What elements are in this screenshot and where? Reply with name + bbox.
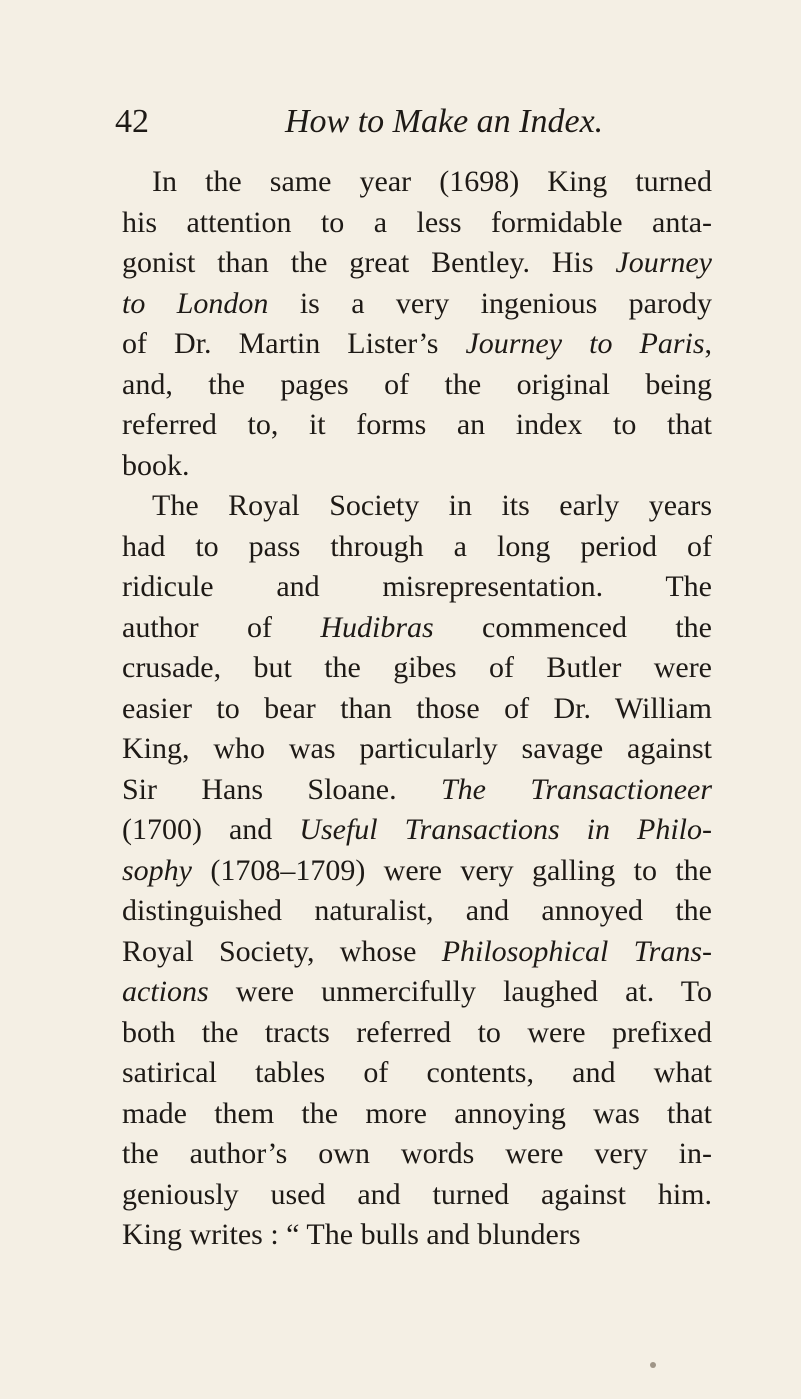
line-text: were unmercifully laughed at. To	[208, 975, 712, 1008]
text-line	[122, 1053, 712, 1094]
text-line	[122, 851, 712, 892]
line-text: the author’s own words were very in-	[122, 1137, 712, 1170]
text-line	[122, 203, 712, 244]
line-text: geniously used and turned against him.	[122, 1177, 712, 1211]
text-line	[122, 689, 712, 730]
line-text: book.	[122, 448, 190, 482]
text-line	[122, 284, 712, 325]
text-line	[122, 932, 712, 973]
text-line	[122, 446, 712, 487]
text-line	[152, 486, 712, 527]
line-text: crusade, but the gibes of Butler were	[122, 651, 712, 684]
page-number: 42	[115, 103, 149, 140]
italic-title-text: Journey to Paris	[465, 327, 705, 360]
body-text	[122, 162, 713, 1256]
text-line	[122, 1134, 712, 1175]
italic-title-text: sophy	[122, 853, 192, 887]
italic-title-text: Philosophical Trans-	[441, 934, 712, 968]
italic-title-text: Hudibras	[320, 610, 434, 644]
line-text: ,	[704, 327, 712, 360]
running-title: How to Make an Index.	[285, 103, 604, 140]
text-line	[122, 1175, 712, 1216]
line-text: The Royal Society in its early years	[152, 489, 712, 522]
text-line	[122, 324, 712, 365]
line-text: both the tracts referred to were prefixed	[122, 1015, 712, 1049]
line-text: had to pass through a long period of	[122, 529, 712, 563]
text-line	[122, 1094, 712, 1135]
line-text: and, the pages of the original being	[122, 367, 712, 401]
line-text: referred to, it forms an index to that	[122, 408, 712, 441]
line-text: King, who was particularly savage against	[122, 732, 712, 765]
line-text: satirical tables of contents, and what	[122, 1056, 712, 1089]
ink-speck	[650, 1362, 656, 1368]
text-line	[122, 770, 712, 811]
text-line	[122, 527, 712, 568]
running-head	[115, 100, 715, 144]
line-text: King writes : “ The bulls and blunders	[122, 1218, 581, 1251]
italic-title-text: Journey	[615, 246, 712, 279]
text-line	[122, 810, 712, 851]
italic-title-text: The Transactioneer	[440, 772, 712, 806]
line-text: commenced the	[433, 610, 712, 644]
line-text: ridicule and misrepresentation. The	[122, 570, 712, 603]
line-text: is a very ingenious parody	[268, 286, 712, 320]
text-line	[122, 608, 712, 649]
text-line	[122, 567, 712, 608]
italic-title-text: actions	[122, 975, 209, 1008]
line-text: (1700) and	[122, 813, 300, 846]
text-line	[122, 648, 712, 689]
line-text: of Dr. Martin Lister’s	[122, 327, 466, 360]
italic-title-text: to London	[122, 286, 269, 320]
line-text: his attention to a less formidable anta-	[122, 205, 712, 239]
line-text: distinguished naturalist, and annoyed the	[122, 894, 712, 927]
text-line	[122, 972, 712, 1013]
italic-title-text: Useful Transactions in Philo-	[299, 813, 713, 846]
line-text: easier to bear than those of Dr. William	[122, 691, 712, 725]
line-text: made them the more annoying was that	[122, 1096, 712, 1130]
line-text: Sir Hans Sloane.	[122, 772, 441, 806]
line-text: author of	[122, 610, 321, 644]
line-text: In the same year (1698) King turned	[152, 165, 712, 198]
line-text: gonist than the great Bentley. His	[122, 246, 616, 279]
line-text: (1708–1709) were very galling to the	[192, 853, 712, 887]
text-line	[122, 1013, 712, 1054]
text-line	[122, 243, 712, 284]
text-line	[122, 365, 712, 406]
text-line	[122, 405, 712, 446]
line-text: Royal Society, whose	[122, 934, 442, 968]
text-line	[122, 729, 712, 770]
text-line	[152, 162, 712, 203]
text-line	[122, 1215, 712, 1256]
text-line	[122, 891, 712, 932]
